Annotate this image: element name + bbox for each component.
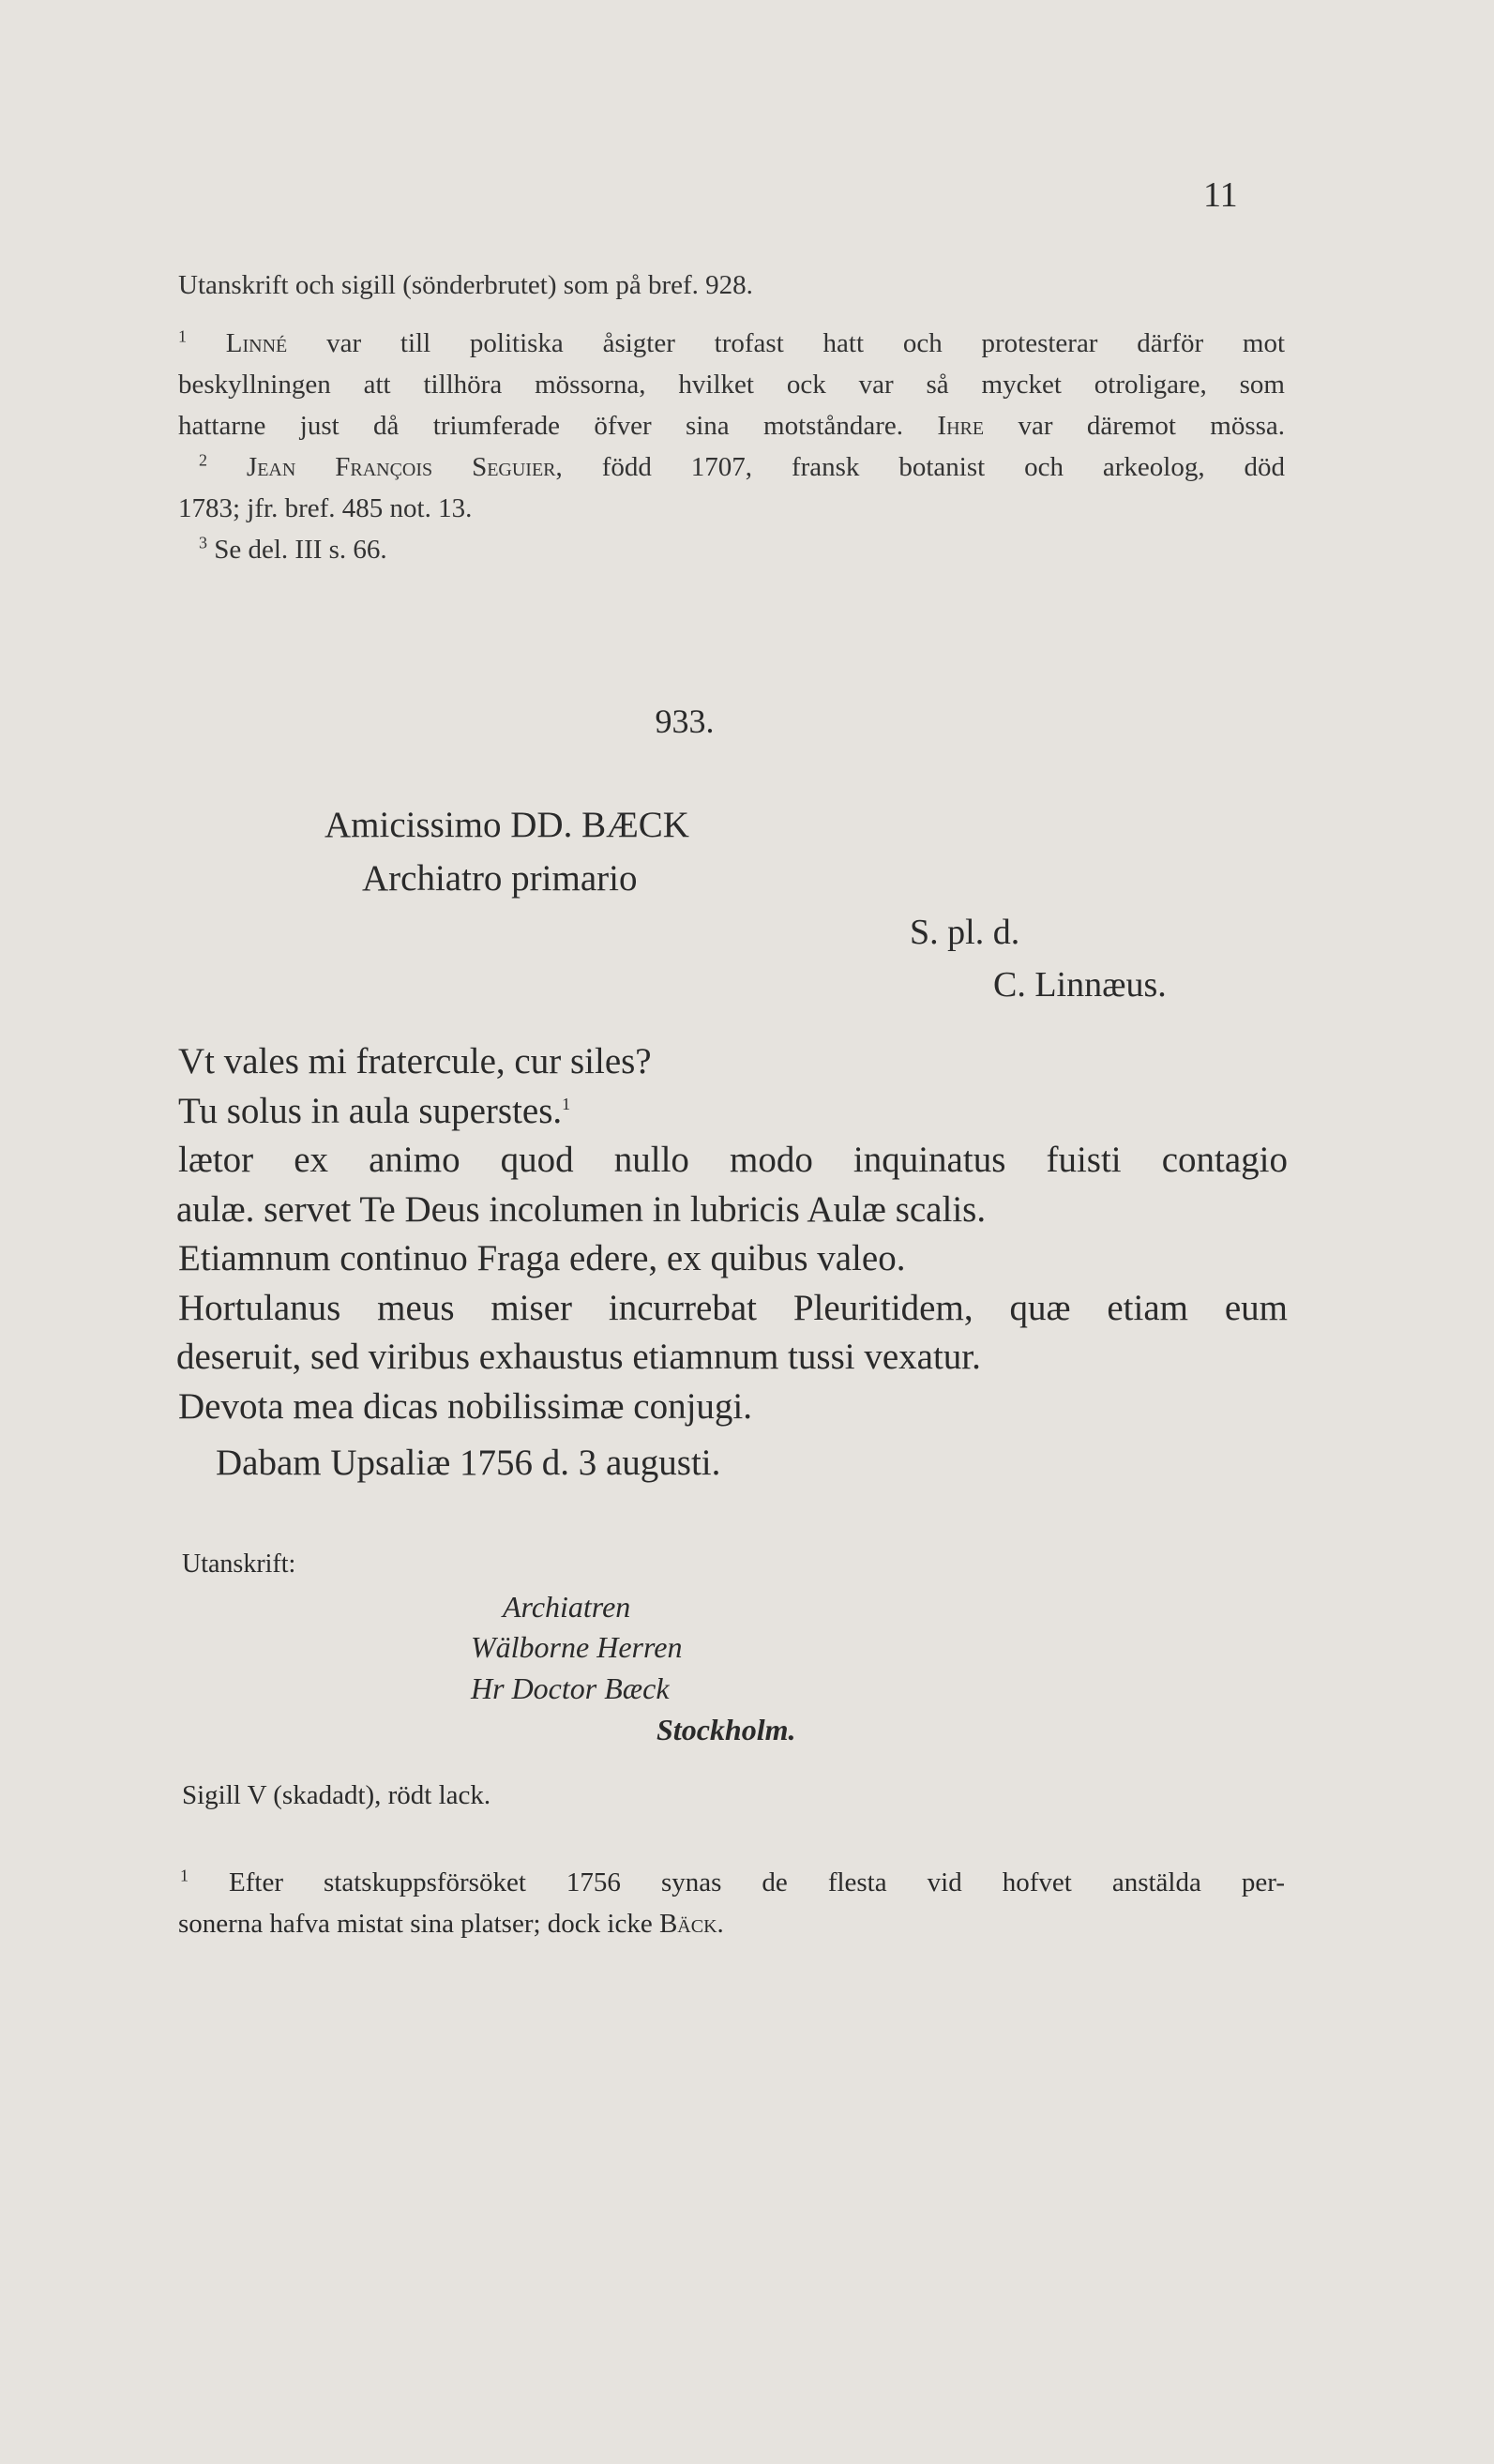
footnote-1: $^1$ Linné var till politiska åsigter trofast hatt och protesterar därför mot <box>178 326 1286 358</box>
footnotes-top: $^1$ Linné var till politiska åsigter trofast hatt och protesterar därför mot beskyllningen att tillhöra mössorna, hvilket ock var så mycket otroligare, som hattarne just då triumferade öfver sina motståndare. Ihre var däremot mössa. $^2$ Jean François Seguier, född 1707, fransk botanist och arkeolog, död 1783; jfr. bref. 485 not. 13. $^3$ Se del. III s. 66. <box>178 323 1285 570</box>
outside-address-3: Hr Doctor Bæck <box>471 1671 670 1705</box>
address-line-1: Amicissimo DD. BÆCK <box>324 805 689 845</box>
salutation: S. pl. d. <box>910 913 1020 952</box>
footnote-3: $^3$ Se del. III s. 66. <box>199 533 387 565</box>
outside-address-2: Wälborne Herren <box>471 1630 683 1664</box>
seal-note: Sigill V (skadadt), rödt lack. <box>182 1780 491 1810</box>
footnote-2: $^2$ Jean François Seguier, född 1707, fransk botanist och arkeolog, död <box>199 450 1286 482</box>
letter-body: Vt vales mi fratercule, cur siles? Tu solus in aula superstes.$^1$ lætor ex animo quod nullo modo inquinatus fuisti contagio aulæ. servet Te Deus incolumen in lubricis Aulæ scalis. Etiamnum continuo Fraga edere, ex quibus valeo. Hortulanus meus miser incurrebat Pleuritidem, quæ etiam eum deseruit, sed viribus exhaustus etiamnum tussi vexatur. Devota mea dicas nobilissimæ conjugi. Dabam Upsaliæ 1756 d. 3 augusti. <box>178 1037 1288 1489</box>
outside-address-1: Archiatren <box>503 1590 631 1624</box>
page-number: 11 <box>1203 175 1238 215</box>
footnote-ref: 1 <box>562 1094 571 1113</box>
outside-address-4: Stockholm. <box>656 1713 796 1746</box>
outside-label: Utanskrift: <box>182 1549 296 1579</box>
letter-number: 933. <box>655 703 715 740</box>
signature: C. Linnæus. <box>993 965 1167 1005</box>
dateline: Dabam Upsaliæ 1756 d. 3 augusti. <box>216 1443 721 1483</box>
footnote-bottom: $^1$ Efter statskuppsförsöket 1756 synas de flesta vid hofvet anstälda per- sonerna hafva mistat sina platser; dock icke Bäck. <box>178 1866 1285 1939</box>
address-line-2: Archiatro primario <box>362 858 638 899</box>
top-note: Utanskrift och sigill (sönderbrutet) som på bref. 928. <box>178 270 753 300</box>
